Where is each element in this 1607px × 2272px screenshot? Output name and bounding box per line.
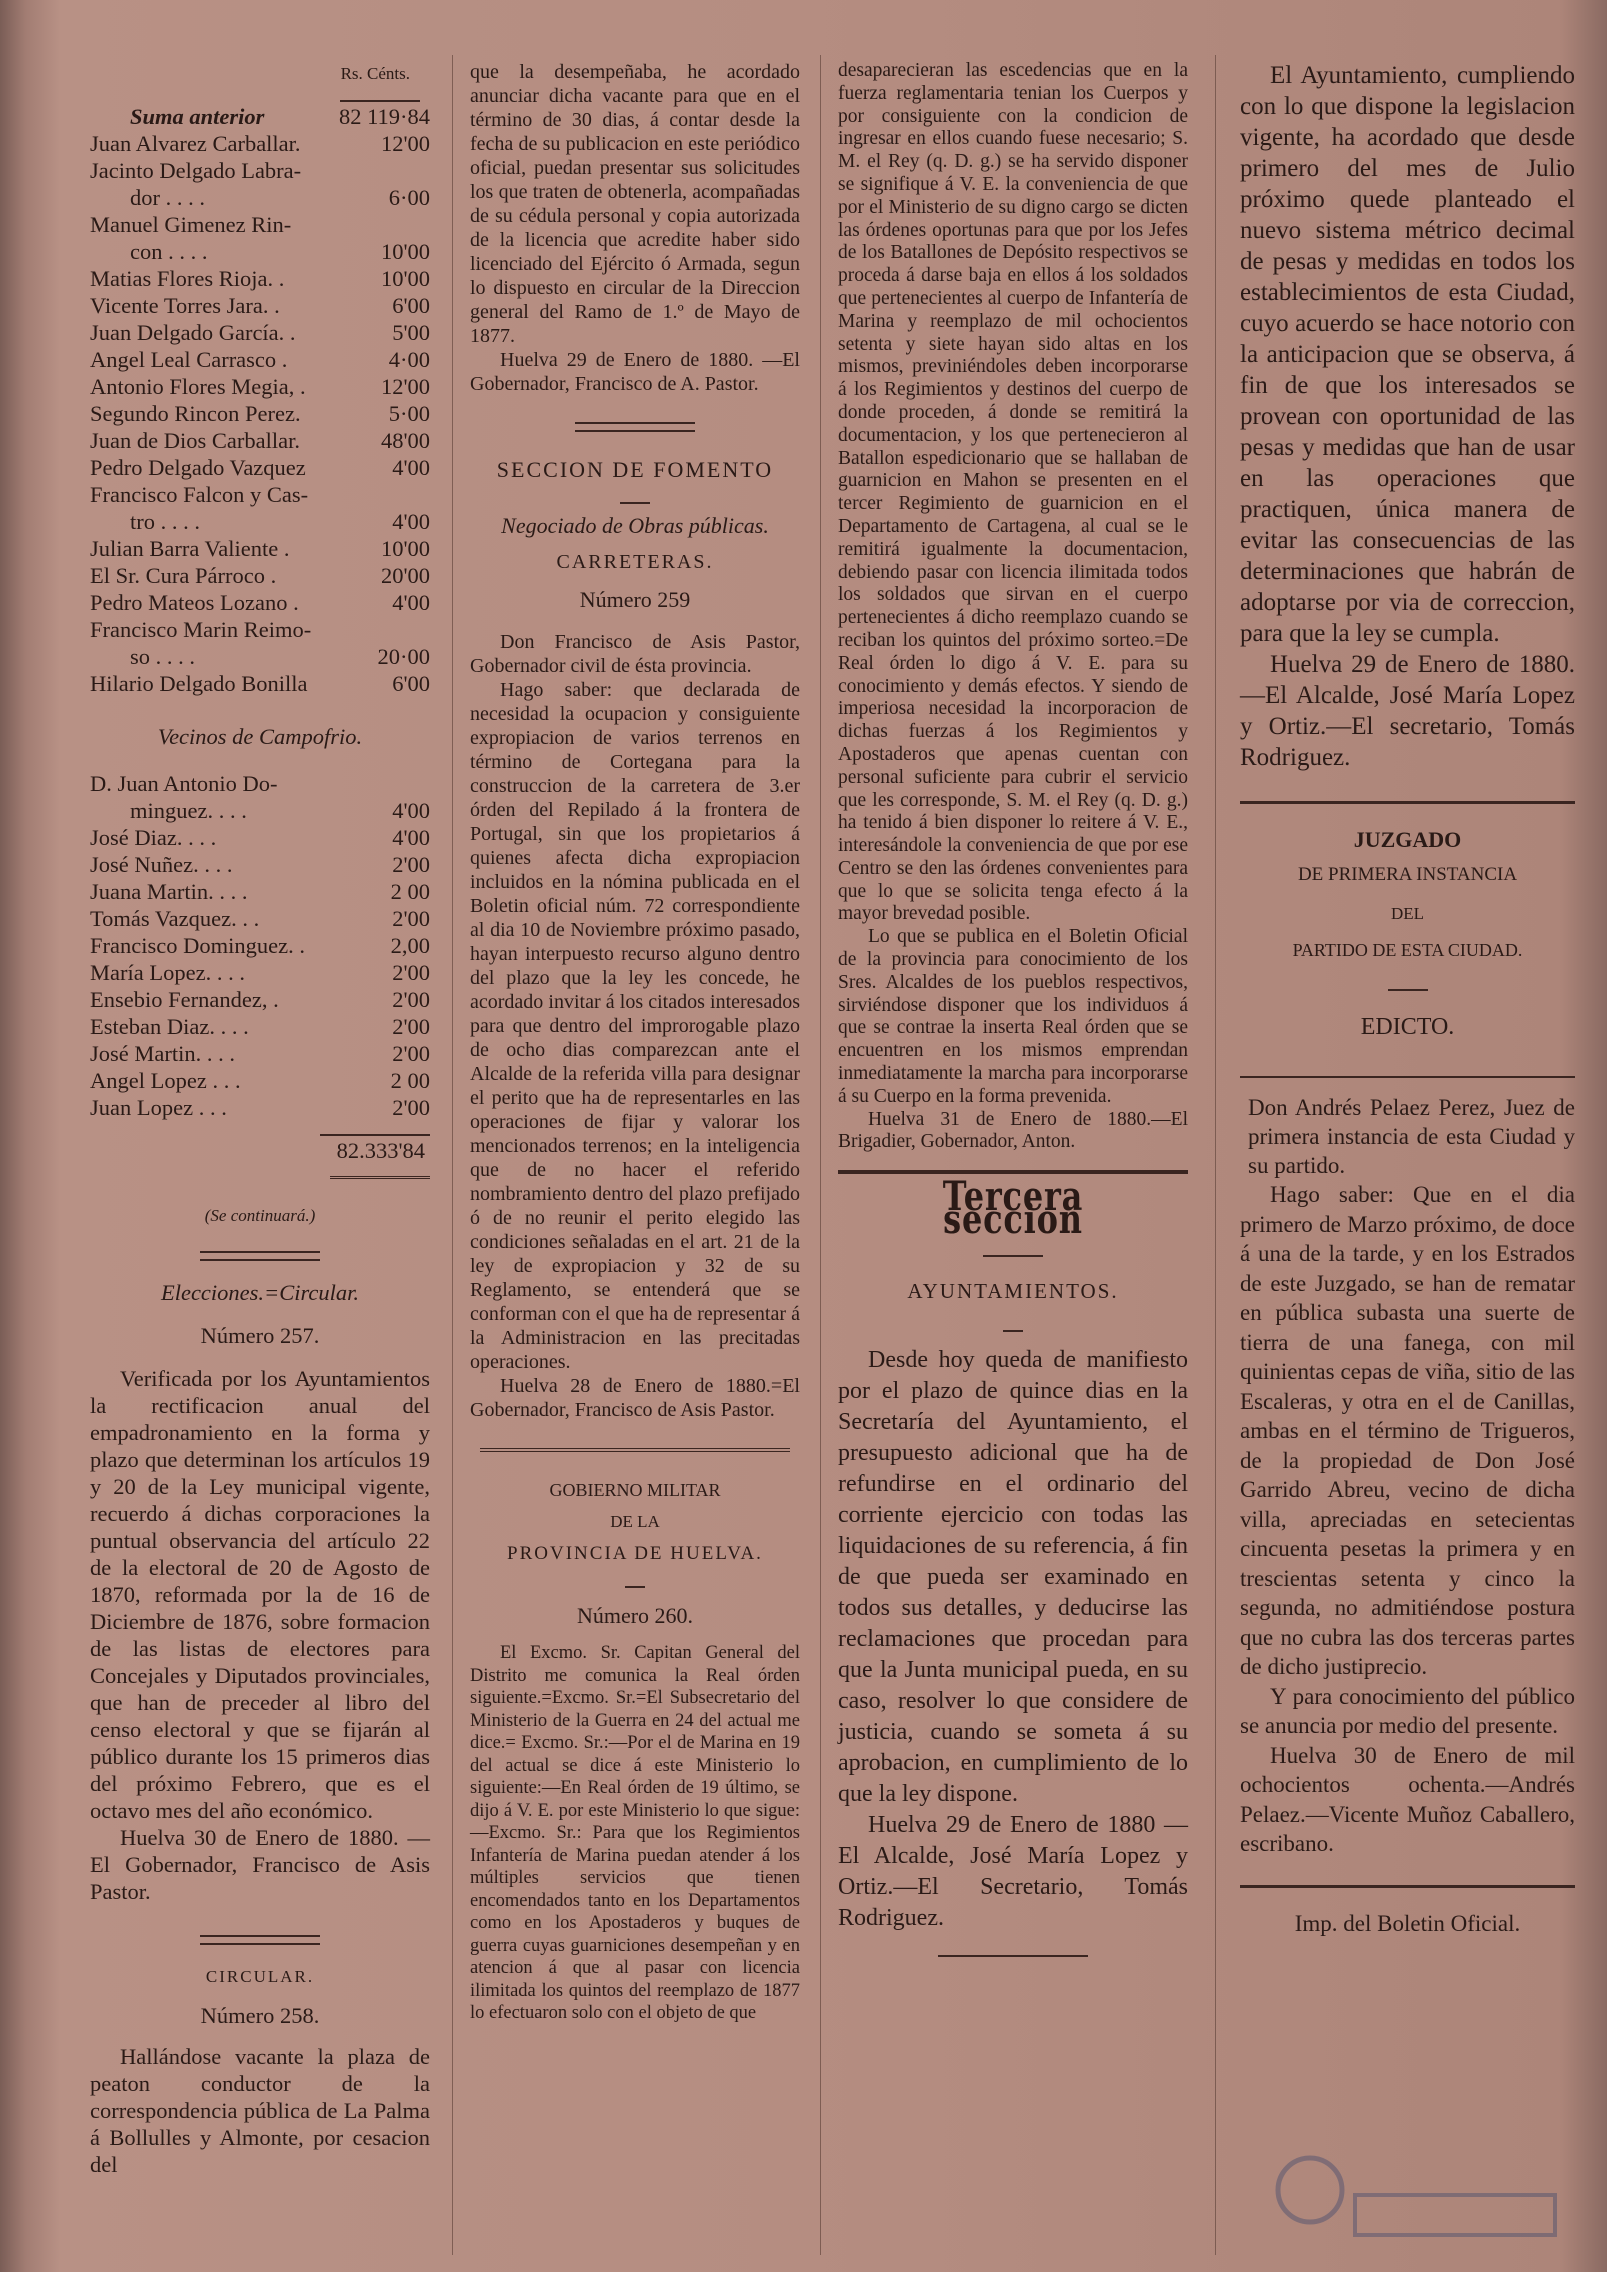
list-item: José Nuñez. . . . 2'00 xyxy=(90,852,430,877)
contributor-list xyxy=(90,770,430,1121)
column-3 xyxy=(838,60,1188,1970)
amount-header: Rs. Cénts. xyxy=(340,64,410,83)
number-heading: Número 260. xyxy=(576,1603,694,1628)
signature: Huelva 29 de Enero de 1880.—El Alcalde, José María Lopez y Ortiz.—El secretario, Tomás Rodriguez. xyxy=(1240,651,1575,771)
list-item: Jacinto Delgado Labra- xyxy=(90,158,302,183)
column-divider xyxy=(1215,55,1216,2255)
section-heading: SECCION DE FOMENTO xyxy=(496,457,774,482)
list-item: Francisco Marin Reimo- xyxy=(90,617,312,642)
signature: Huelva 28 de Enero de 1880.=El Gobernador, Francisco de Asis Pastor. xyxy=(470,1375,800,1421)
list-item: Antonio Flores Megia, . 12'00 xyxy=(90,374,430,399)
number-heading: Número 259 xyxy=(579,587,691,612)
paragraph: que la desempeñaba, he acordado anunciar dicha vacante para que en el término de 30 dias, á contar desde la fecha de su publicacion en este periódico oficial, puedan presentar sus solicitudes los que traten de obtenerla, acompañadas de su cédula personal y copia autorizada de la licencia que acredite haber sido licenciado del Ejército ó Armada, segun lo dispuesto en circular de la Direccion general del Ramo de 1.º de Mayo de 1877. xyxy=(470,61,800,347)
number-heading: Número 258. xyxy=(200,2003,320,2028)
column-4 xyxy=(1240,60,1575,1939)
section-heading: DE PRIMERA INSTANCIA xyxy=(1297,864,1518,885)
list-item: Esteban Diaz. . . . 2'00 xyxy=(90,1014,430,1039)
section-heading: GOBIERNO MILITAR xyxy=(549,1480,721,1500)
list-item: D. Juan Antonio Do- xyxy=(90,771,278,796)
list-item: Manuel Gimenez Rin- xyxy=(90,212,292,237)
paragraph: Desde hoy queda de manifiesto por el plazo de quince dias en la Secretaría del Ayuntamiento, el presupuesto adicional que ha de refundirse en el ordinario del corriente ejercicio con todas las liquidaciones de su referencia, á fin de que pueda ser examinado en todos sus detalles, y deducirse las reclamaciones que procedan para que la Junta municipal pueda, en su caso, resolver lo que considere de justicia, cuando se someta á su aprobacion, en cumplimiento de lo que la ley dispone. xyxy=(838,1346,1188,1807)
paragraph: Hago saber: que declarada de necesidad la ocupacion y consiguiente expropiacion de varios terrenos en término de Cortegana para la construccion de la carretera de 3.er órden del Repilado á la frontera de Portugal, sin que los propietarios á quienes afecta dicha expropiacion incluidos en la nómina publicada en el Boletin oficial núm. 72 correspondiente al dia 10 de Noviembre próximo pasado, hayan interpuesto recurso alguno dentro del plazo que la ley les concede, he acordado invitar á los citados interesados para que dentro del improrogable plazo de ocho dias comparezcan ante el Alcalde de la referida villa para designar el perito que ha de representarles en las operaciones de fijar y valorar los mencionados terrenos; en la inteligencia que de no hacer el referido nombramiento dentro del plazo prefijado ó de no reunir el perito elegido las condiciones señaladas en el art. 21 de la ley de expropiacion y 32 de su Reglamento, se entenderá que se conforman con el que ha de representar á la Administracion en las precitadas operaciones. xyxy=(470,679,800,1373)
section-heading: DEL xyxy=(1390,904,1425,923)
divider xyxy=(480,1448,790,1452)
section-heading: AYUNTAMIENTOS. xyxy=(907,1278,1119,1303)
paragraph: Don Francisco de Asis Pastor, Gobernador civil de ésta provincia. xyxy=(470,631,800,677)
divider xyxy=(1240,801,1575,804)
column-divider xyxy=(452,55,453,2255)
list-item: Tomás Vazquez. . . 2'00 xyxy=(90,906,430,931)
section-heading: Elecciones.=Circular. xyxy=(160,1280,360,1305)
signature: Huelva 29 de Enero de 1880 —El Alcalde, José María Lopez y Ortiz.—El Secretario, Tomás Rodriguez. xyxy=(838,1811,1188,1931)
signature: Huelva 31 de Enero de 1880.—El Brigadier, Gobernador, Anton. xyxy=(838,1108,1188,1153)
total-value: 82.333'84 xyxy=(336,1138,425,1163)
printer-credit: Imp. del Boletin Oficial. xyxy=(1294,1910,1521,1936)
divider xyxy=(1240,1885,1575,1888)
paragraph: Y para conocimiento del público se anuncia por medio del presente. xyxy=(1240,1683,1575,1738)
list-item: Segundo Rincon Perez. 5·00 xyxy=(90,401,430,426)
list-item: con . . . . 10'00 xyxy=(130,239,430,264)
column-1 xyxy=(90,60,430,2178)
paragraph: Hago saber: Que en el dia primero de Marzo próximo, de doce á una de la tarde, y en los Estrados de este Juzgado, se han de rematar en pública subasta una suerte de tierra de una fanega, con mil quinientas cepas de viña, sitio de las Escaleras, y otra en el de Canillas, ambas en el término de Trigueros, de la propiedad de Don José Garrido Abreu, vecino de dicha villa, apreciadas en setecientas cincuenta pesetas la primera y en trescientas setenta y cinco la segunda, no admitiéndose postura que no cubra las dos terceras partes de dicho justiprecio. xyxy=(1240,1182,1575,1679)
list-item: Hilario Delgado Bonilla 6'00 xyxy=(90,671,430,696)
list-item: Juan de Dios Carballar. 48'00 xyxy=(90,428,430,453)
list-item: Francisco Dominguez. . 2,00 xyxy=(90,933,430,958)
list-item: Pedro Delgado Vazquez 4'00 xyxy=(90,455,430,480)
list-item: José Martin. . . . 2'00 xyxy=(90,1041,430,1066)
section-heading: CIRCULAR. xyxy=(205,1967,315,1986)
paragraph: desaparecieran las escedencias que en la fuerza reglamentaria tenian los Cuerpos y por consiguiente con la condicion de ingresar en ellos cuando fuese necesario; S. M. el Rey (q. D. g.) se ha servido disponer se signifique á V. E. la conveniencia de que por el Ministerio de su digno cargo se dicten las órdenes oportunas para que por los Jefes de los Batallones de Depósito respectivos se proceda á darse baja en ellos á los soldados que pertenecientes al cuerpo de Infantería de Marina y reemplazo de mil ochocientos setenta y siete hayan sido altas en los mismos, previniéndoles deben incorporarse á los Regimientos y destinos del cuerpo de donde proceden, á donde se remitirá la documentacion, y los que pertenecieron al Batallon espedicionario que se hallaban de guarnicion en Mahon se presenten en el tercer Regimiento de guarnicion en el Departamento de Cartagena, al cual se le remitirá igualmente la documentacion, debiendo pasar con licencia ilimitada todos los soldados que sirvan en el cuerpo pertenecientes á dicho reemplazo cuando se reciban los quintos del próximo sorteo.=De Real órden lo digo á V. E. para su conocimiento y demás efectos. Y siendo de imperiosa necesidad la incorporacion de dichas fuerzas á los Regimientos y Apostaderos que apenas cuentan con personal suficiente para cubrir el servicio que les corresponde, S. M. el Rey (q. D. g.) ha tenido á bien disponer lo reitere á V. E., interesándole la conveniencia de que por ese Centro se den las órdenes convenientes para que lo que se solicita tenga efecto á la mayor brevedad posible. xyxy=(838,60,1188,925)
suma-anterior: Suma anterior 82 119·84 xyxy=(130,104,430,129)
section-heading: DE LA xyxy=(610,1512,660,1531)
list-item: Juan Lopez . . . 2'00 xyxy=(90,1095,430,1120)
list-item: José Diaz. . . . 4'00 xyxy=(90,825,430,850)
section-subheading: CARRETERAS. xyxy=(556,551,714,573)
list-item: Matias Flores Rioja. . 10'00 xyxy=(90,266,430,291)
paragraph: El Excmo. Sr. Capitan General del Distrito me comunica la Real órden siguiente.=Excmo. Sr.=El Subsecretario del Ministerio de la Guerra en 24 del actual me dice.= Excmo. Sr.:—Por el de Marina en 19 del actual se dice á este Ministerio lo siguiente:—En Real órden de 19 último, se dijo á V. E. por este Ministerio lo que sigue:—Excmo. Sr.: Para que los Regimientos Infantería de Marina puedan atender á los múltiples servicios que tienen encomendados tanto en los Departamentos como en los Apostaderos y buques de guerra cuyas guarniciones desempeñan y en atencion á que al pasar con licencia ilimitada los quintos del reemplazo de 1877 lo efectuaron solo con el objeto de que xyxy=(470,1643,800,2023)
list-item: Pedro Mateos Lozano . 4'00 xyxy=(90,590,430,615)
paragraph: El Ayuntamiento, cumpliendo con lo que dispone la legislacion vigente, ha acordado que desde primero del mes de Julio próximo quede planteado el nuevo sistema métrico decimal de pesas y medidas en todos los establecimientos de esta Ciudad, cuyo acuerdo se hace notorio con la anticipacion que se observa, á fin de que los interesados se provean con oportunidad de las pesas y medidas que han de usar en las operaciones que practiquen, única manera de evitar las consecuencias de las determinaciones que habrán de adoptarse por via de correccion, para que la ley se cumpla. xyxy=(1240,62,1575,647)
ornament-divider xyxy=(575,422,695,432)
column-divider xyxy=(820,55,821,2255)
list-item: María Lopez. . . . 2'00 xyxy=(90,960,430,985)
continuation-note: (Se continuará.) xyxy=(204,1206,316,1225)
list-item: dor . . . . 6·00 xyxy=(130,185,430,210)
list-item: Angel Lopez . . . 2 00 xyxy=(90,1068,430,1093)
signature: Huelva 29 de Enero de 1880. —El Gobernador, Francisco de A. Pastor. xyxy=(470,349,800,395)
section-subheading: Negociado de Obras públicas. xyxy=(501,513,769,538)
list-item: El Sr. Cura Párroco . 20'00 xyxy=(90,563,430,588)
paragraph: Hallándose vacante la plaza de peaton conductor de la correspondencia pública de La Palma á Bollulles y Almonte, por cesacion del xyxy=(90,2044,430,2177)
contributor-list xyxy=(90,130,430,697)
ornament-divider xyxy=(200,1251,320,1261)
list-item: minguez. . . . 4'00 xyxy=(130,798,430,823)
section-subheading: Vecinos de Campofrio. xyxy=(157,724,363,749)
section-heading: PARTIDO DE ESTA CIUDAD. xyxy=(1292,940,1523,960)
number-heading: Número 257. xyxy=(200,1323,320,1348)
signature: Huelva 30 de Enero de mil ochocientos ochenta.—Andrés Pelaez.—Vicente Muñoz Caballero, escribano. xyxy=(1240,1742,1575,1856)
list-item: Juan Alvarez Carballar. 12'00 xyxy=(90,131,430,156)
section-heading: JUZGADO xyxy=(1353,827,1462,852)
section-heading: EDICTO. xyxy=(1360,1014,1455,1040)
list-item: Francisco Falcon y Cas- xyxy=(90,482,309,507)
column-2 xyxy=(470,60,800,2025)
paragraph: Lo que se publica en el Boletin Oficial de la provincia para conocimiento de los Sres. Alcaldes de los pueblos respectivos, sirviéndose disponer que los individuos á que se contrae la inserta Real órden que se encuentren en los mismos emprendan inmediatamente la marcha para incorporarse á su Cuerpo en la forma prevenida. xyxy=(838,926,1188,1107)
paragraph: Don Andrés Pelaez Perez, Juez de primera instancia de esta Ciudad y su partido. xyxy=(1248,1095,1575,1178)
list-item: Juana Martin. . . . 2 00 xyxy=(90,879,430,904)
list-item: so . . . . 20·00 xyxy=(130,644,430,669)
list-item: Ensebio Fernandez, . 2'00 xyxy=(90,987,430,1012)
ornament-divider xyxy=(200,1935,320,1945)
list-item: Angel Leal Carrasco . 4·00 xyxy=(90,347,430,372)
list-item: Juan Delgado García. . 5'00 xyxy=(90,320,430,345)
paragraph: Verificada por los Ayuntamientos la rectificacion anual del empadronamiento en la forma y plazo que determinan los artículos 19 y 20 de la Ley municipal vigente, recuerdo á dichas corporaciones la puntual observancia del artículo 22 de la electoral de 20 de Agosto de 1870, reformada por la de 16 de Diciembre de 1876, sobre formacion de las listas de electores para Concejales y Diputados provinciales, que han de preceder al libro del censo electoral y que se fijarán al público durante los 15 primeros dias del próximo Febrero, que es el octavo mes del año económico. xyxy=(90,1366,430,1823)
signature: Huelva 30 de Enero de 1880. —El Gobernador, Francisco de Asis Pastor. xyxy=(90,1825,430,1904)
list-item: tro . . . . 4'00 xyxy=(130,509,430,534)
archive-watermark-icon xyxy=(1270,2130,1570,2250)
list-item: Vicente Torres Jara. . 6'00 xyxy=(90,293,430,318)
section-heading: PROVINCIA DE HUELVA. xyxy=(507,1543,763,1564)
section-title: Tercera seccion xyxy=(942,1173,1084,1244)
list-item: Julian Barra Valiente . 10'00 xyxy=(90,536,430,561)
